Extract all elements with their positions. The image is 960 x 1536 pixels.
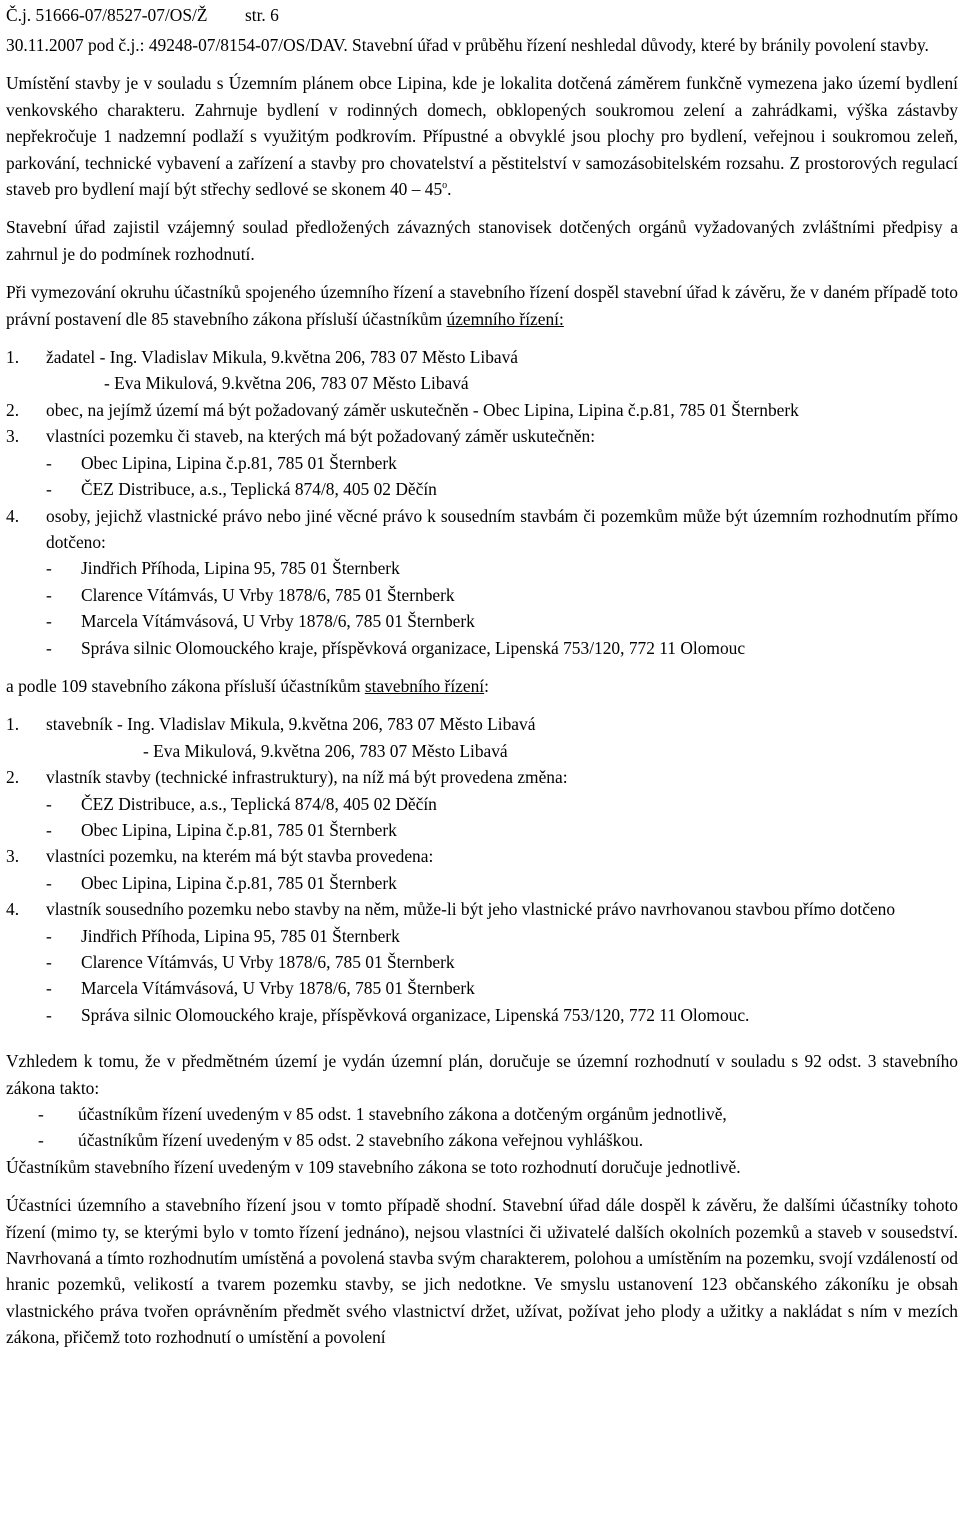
item-number: 3. <box>6 426 20 447</box>
item-text: vlastník stavby (technické infrastruktury), na níž má být provedena změna: <box>46 767 568 788</box>
dash-item: - Marcela Vítámvásová, U Vrby 1878/6, 785 01 Šternberk <box>46 978 475 999</box>
item-number: 3. <box>6 846 20 867</box>
doruceni-list <box>6 1101 958 1154</box>
list-uzemni-ucastnici <box>6 344 958 661</box>
underlined-stavebni-rizeni: stavebního řízení <box>364 675 485 696</box>
dash-text: ČEZ Distribuce, a.s., Teplická 874/8, 405 02 Děčín <box>81 793 437 814</box>
list-item <box>6 896 958 922</box>
paragraph-okruh <box>6 279 958 332</box>
paragraph-intro: 30.11.2007 pod č.j.: 49248-07/8154-07/OS/DAV. Stavební úřad v průběhu řízení neshledal důvody, které by bránily povolení stavby. <box>6 35 929 55</box>
list-item-continuation: - Eva Mikulová, 9.května 206, 783 07 Město Libavá <box>104 373 469 394</box>
item-text: vlastníci pozemku, na kterém má být stavba provedena: <box>46 846 434 867</box>
item-text: obec, na jejímž území má být požadovaný záměr uskutečněn - Obec Lipina, Lipina č.p.81, 785 01 Šternberk <box>46 399 799 420</box>
page-number: str. 6 <box>245 5 279 25</box>
dash-text: Jindřich Příhoda, Lipina 95, 785 01 Šternberk <box>81 558 400 579</box>
item-number: 4. <box>6 505 20 526</box>
list-item <box>6 764 958 790</box>
item-text: vlastník sousedního pozemku nebo stavby na něm, může-li být jeho vlastnické právo navrhovanou stavbou přímo dotčeno <box>46 899 896 920</box>
item-text: vlastníci pozemku či staveb, na kterých má být požadovaný záměr uskutečněn: <box>46 426 596 447</box>
item-text: žadatel - Ing. Vladislav Mikula, 9.května 206, 783 07 Město Libavá <box>46 347 519 368</box>
dash-item: - Clarence Vítámvás, U Vrby 1878/6, 785 01 Šternberk <box>46 584 455 605</box>
dash-text: účastníkům řízení uvedeným v 85 odst. 1 stavebního zákona a dotčeným orgánům jednotlivě, <box>78 1104 727 1125</box>
dash-text: Clarence Vítámvás, U Vrby 1878/6, 785 01 Šternberk <box>81 584 455 605</box>
dash-item: - ČEZ Distribuce, a.s., Teplická 874/8, 405 02 Děčín <box>46 793 437 814</box>
item-text: osoby, jejichž vlastnické právo nebo jiné věcné právo k sousedním stavbám či pozemkům může být územním rozhodnutím přímo dotčeno: <box>46 505 958 552</box>
paragraph-podle-text: a podle 109 stavebního zákona přísluší účastníkům <box>6 675 365 696</box>
list-item <box>6 423 958 449</box>
dash-item: - Správa silnic Olomouckého kraje, příspěvková organizace, Lipenská 753/120, 772 11 Olomouc <box>46 637 746 658</box>
dash-item: - Obec Lipina, Lipina č.p.81, 785 01 Šternberk <box>46 872 397 893</box>
dash-text: Správa silnic Olomouckého kraje, příspěvková organizace, Lipenská 753/120, 772 11 Olomouc <box>81 637 746 658</box>
paragraph-podle <box>6 673 958 699</box>
list-item <box>6 711 958 737</box>
paragraph-umisteni-end: . <box>447 179 452 200</box>
dash-text: Obec Lipina, Lipina č.p.81, 785 01 Šternberk <box>81 819 397 840</box>
dash-item: - Clarence Vítámvás, U Vrby 1878/6, 785 01 Šternberk <box>46 952 455 972</box>
paragraph-umisteni-text: Umístění stavby je v souladu s Územním plánem obce Lipina, kde je lokalita dotčená záměrem funkčně vymezena jako území bydlení venkovského charakteru. Zahrnuje bydlení v rodinných domech, obklopených soukromou zelení a zahrádkami, výška zástavby nepřekročuje 1 nadzemní podlaží s využitým podkrovím. Přípustné a obvyklé jsou plochy pro bydlení, veřejnou i soukromou zeleň, parkování, technické vybavení a zařízení a stavby pro chovatelství a pěstitelství v samozásobitelském rozsahu. Z prostorových regulací staveb pro bydlení mají být střechy sedlové se skonem 40 – 45 <box>6 73 958 200</box>
dash-text: Clarence Vítámvás, U Vrby 1878/6, 785 01 Šternberk <box>81 952 455 972</box>
dash-text: Správa silnic Olomouckého kraje, příspěvková organizace, Lipenská 753/120, 772 11 Olomouc. <box>81 1004 750 1025</box>
dash-text: účastníkům řízení uvedeným v 85 odst. 2 stavebního zákona veřejnou vyhláškou. <box>78 1130 644 1151</box>
dash-item: - Obec Lipina, Lipina č.p.81, 785 01 Šternberk <box>46 819 397 840</box>
dash-text: Jindřich Příhoda, Lipina 95, 785 01 Šternberk <box>81 925 400 946</box>
dash-text: Marcela Vítámvásová, U Vrby 1878/6, 785 01 Šternberk <box>81 978 475 999</box>
paragraph-ucastnikum: Účastníkům stavebního řízení uvedeným v 109 stavebního zákona se toto rozhodnutí doručuje jednotlivě. <box>6 1156 741 1177</box>
dash-text: ČEZ Distribuce, a.s., Teplická 874/8, 405 02 Děčín <box>81 479 437 500</box>
item-number: 4. <box>6 899 20 920</box>
dash-text: Obec Lipina, Lipina č.p.81, 785 01 Šternberk <box>81 452 397 473</box>
paragraph-soulad: Stavební úřad zajistil vzájemný soulad předložených závazných stanovisek dotčených orgánů vyžadovaných zvláštními předpisy a zahrnul je do podmínek rozhodnutí. <box>6 217 958 264</box>
paragraph-okruh-text: Při vymezování okruhu účastníků spojeného územního řízení a stavebního řízení dospěl stavební úřad k závěru, že v daném případě toto právní postavení dle 85 stavebního zákona přísluší účastníkům <box>6 282 958 329</box>
reference-number: Č.j. 51666-07/8527-07/OS/Ž <box>6 5 208 25</box>
paragraph-vzhledem: Vzhledem k tomu, že v předmětném území je vydán územní plán, doručuje se územní rozhodnutí v souladu s 92 odst. 3 stavebního zákona takto: <box>6 1051 958 1098</box>
item-number: 1. <box>6 347 20 368</box>
list-item <box>6 503 958 556</box>
item-number: 2. <box>6 767 20 788</box>
list-item <box>6 843 958 869</box>
dash-text: Marcela Vítámvásová, U Vrby 1878/6, 785 01 Šternberk <box>81 611 475 632</box>
dash-item: - Obec Lipina, Lipina č.p.81, 785 01 Šternberk <box>46 452 397 473</box>
item-number: 2. <box>6 399 20 420</box>
degree-mark: o <box>442 180 448 192</box>
dash-item: - Jindřich Příhoda, Lipina 95, 785 01 Šternberk <box>46 925 400 946</box>
dash-text: Obec Lipina, Lipina č.p.81, 785 01 Šternberk <box>81 872 397 893</box>
page-header <box>6 2 958 32</box>
paragraph-umisteni <box>6 70 958 202</box>
paragraph-shodni: Účastníci územního a stavebního řízení jsou v tomto případě shodní. Stavební úřad dále dospěl k závěru, že dalšími účastníky tohoto řízení (mimo ty, se kterými bylo v tomto řízení jednáno), nejsou vlastníci či uživatelé dalších okolních pozemků a staveb v sousedství. Navrhovaná a tímto rozhodnutím umístěná a povolená stavba svým charakterem, polohou a umístěním na pozemku, svojí vzdáleností od hranic pozemků, velikostí a tvarem pozemku stavby, se jich nedotkne. Ve smyslu ustanovení 123 občanského zákoníku je obsah vlastnického práva tvořen oprávněním předmět svého vlastnictví držet, užívat, požívat jeho plody a užitky a nakládat s ním v mezích zákona, přičemž toto rozhodnutí o umístění a povolení <box>6 1195 958 1348</box>
dash-item: - Jindřich Příhoda, Lipina 95, 785 01 Šternberk <box>46 558 400 579</box>
paragraph-podle-end: : <box>484 675 489 696</box>
list-item <box>6 397 958 423</box>
list-item-continuation: - Eva Mikulová, 9.května 206, 783 07 Město Libavá <box>143 740 508 761</box>
list-item <box>6 344 958 370</box>
dash-item: - účastníkům řízení uvedeným v 85 odst. 1 stavebního zákona a dotčeným orgánům jednotlivě, <box>38 1104 727 1125</box>
dash-item: - ČEZ Distribuce, a.s., Teplická 874/8, 405 02 Děčín <box>46 479 437 500</box>
dash-item: - Správa silnic Olomouckého kraje, příspěvková organizace, Lipenská 753/120, 772 11 Olomouc. <box>46 1004 750 1025</box>
item-text: stavebník - Ing. Vladislav Mikula, 9.května 206, 783 07 Město Libavá <box>46 714 536 735</box>
dash-item: - Marcela Vítámvásová, U Vrby 1878/6, 785 01 Šternberk <box>46 611 475 632</box>
dash-item: - účastníkům řízení uvedeným v 85 odst. 2 stavebního zákona veřejnou vyhláškou. <box>38 1130 644 1151</box>
list-stavebni-ucastnici <box>6 711 958 1028</box>
underlined-uzemni-rizeni: územního řízení: <box>446 308 564 329</box>
item-number: 1. <box>6 714 20 735</box>
document-page <box>6 0 958 1351</box>
